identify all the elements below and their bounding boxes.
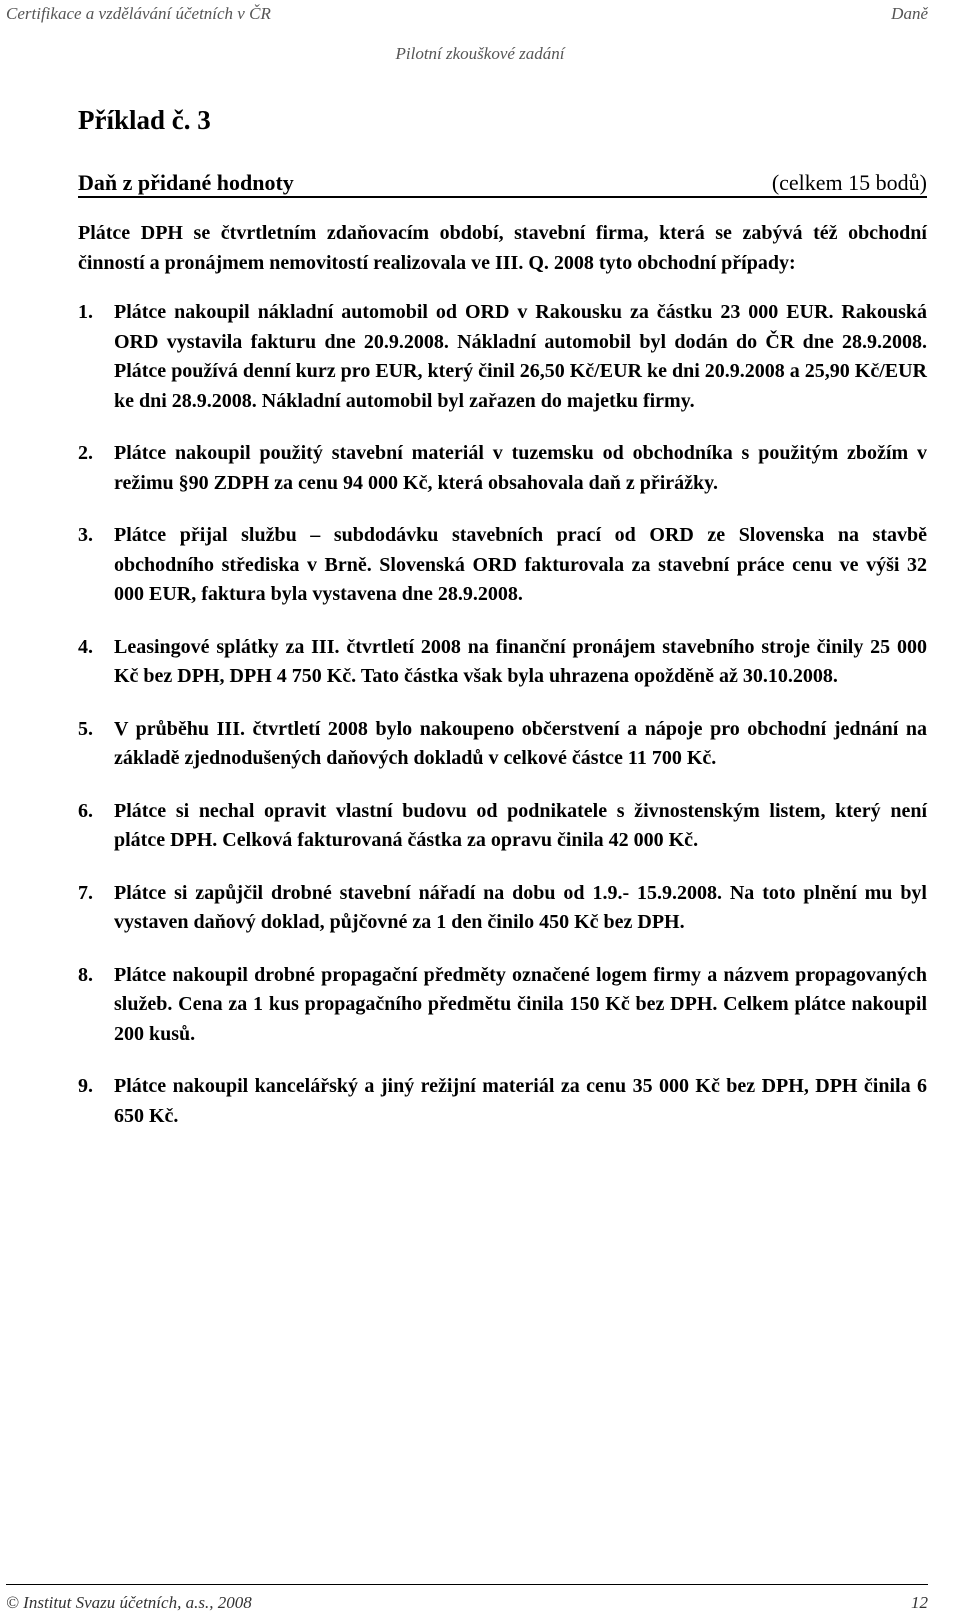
item-text: Plátce nakoupil drobné propagační předměty označené logem firmy a názvem propagovaných služeb. Cena za 1 kus propagačního předmětu činila 150 Kč bez DPH. Celkem plátce nakoupil 200 kusů.: [114, 963, 927, 1045]
header-right-text: Daně: [891, 4, 928, 23]
list-item: [78, 961, 927, 1050]
item-number: 3.: [78, 524, 93, 546]
list-item: [78, 521, 927, 610]
item-number: 8.: [78, 963, 93, 986]
header-center-text: Pilotní zkouškové zadání: [395, 44, 565, 63]
subject-row: [78, 160, 927, 198]
item-text: Plátce nakoupil použitý stavební materiál v tuzemsku od obchodníka s použitým zbožím v režimu §90 ZDPH za cenu 94 000 Kč, která obsahovala daň z přirážky.: [114, 442, 927, 494]
item-text: Plátce si zapůjčil drobné stavební nářadí na dobu od 1.9.- 15.9.2008. Na toto plnění mu byl vystaven daňový doklad, půjčovné za 1 den činilo 450 Kč bez DPH.: [114, 881, 927, 933]
list-item: [78, 797, 927, 856]
item-text: Plátce přijal službu – subdodávku stavebních prací od ORD ze Slovenska na stavbě obchodního střediska v Brně. Slovenská ORD fakturovala za stavební práce cenu ve výši 32 000 EUR, faktura byla vystavena dne 28.9.2008.: [114, 524, 927, 605]
item-list: [78, 298, 927, 1131]
list-item: [78, 715, 927, 774]
copyright-text: © Institut Svazu účetních, a.s., 2008: [6, 1593, 252, 1612]
document-body: [78, 100, 927, 1154]
item-number: 2.: [78, 442, 93, 464]
item-number: 7.: [78, 881, 93, 904]
list-item: [78, 298, 927, 416]
points-label: (celkem 15 bodů): [771, 170, 927, 195]
subject-title: Daň z přidané hodnoty: [78, 170, 294, 195]
item-number: 6.: [78, 799, 93, 822]
list-item: [78, 1072, 927, 1131]
list-item: [78, 879, 927, 938]
item-text: Leasingové splátky za III. čtvrtletí 2008 na finanční pronájem stavebního stroje činily 25 000 Kč bez DPH, DPH 4 750 Kč. Tato částka však byla uhrazena opožděně až 30.10.2008.: [114, 635, 927, 687]
intro-paragraph: Plátce DPH se čtvrtletním zdaňovacím období, stavební firma, která se zabývá též obchodní činností a pronájmem nemovitostí realizovala ve III. Q. 2008 tyto obchodní případy:: [78, 222, 927, 274]
item-text: Plátce nakoupil nákladní automobil od ORD v Rakousku za částku 23 000 EUR. Rakouská ORD vystavila fakturu dne 20.9.2008. Nákladní automobil byl dodán do ČR dne 28.9.2008. Plátce používá denní kurz pro EUR, který činil 26,50 Kč/EUR ke dni 20.9.2008 a 25,90 Kč/EUR ke dni 28.9.2008. Nákladní automobil byl zařazen do majetku firmy.: [114, 301, 927, 412]
list-item: [78, 633, 927, 692]
item-number: 9.: [78, 1075, 93, 1097]
page-number: 12: [911, 1593, 928, 1612]
header-left-text: Certifikace a vzdělávání účetních v ČR: [6, 4, 271, 23]
item-text: Plátce nakoupil kancelářský a jiný režijní materiál za cenu 35 000 Kč bez DPH, DPH činila 6 650 Kč.: [114, 1075, 927, 1127]
item-number: 1.: [78, 301, 93, 323]
item-text: V průběhu III. čtvrtletí 2008 bylo nakoupeno občerstvení a nápoje pro obchodní jednání na základě zjednodušených daňových dokladů v celkové částce 11 700 Kč.: [114, 717, 927, 769]
list-item: [78, 439, 927, 498]
example-title: Příklad č. 3: [78, 105, 211, 135]
item-number: 5.: [78, 717, 93, 740]
page-footer: [6, 1584, 928, 1615]
item-text: Plátce si nechal opravit vlastní budovu od podnikatele s živnostenským listem, který není plátce DPH. Celková fakturovaná částka za opravu činila 42 000 Kč.: [114, 799, 927, 851]
item-number: 4.: [78, 635, 93, 658]
